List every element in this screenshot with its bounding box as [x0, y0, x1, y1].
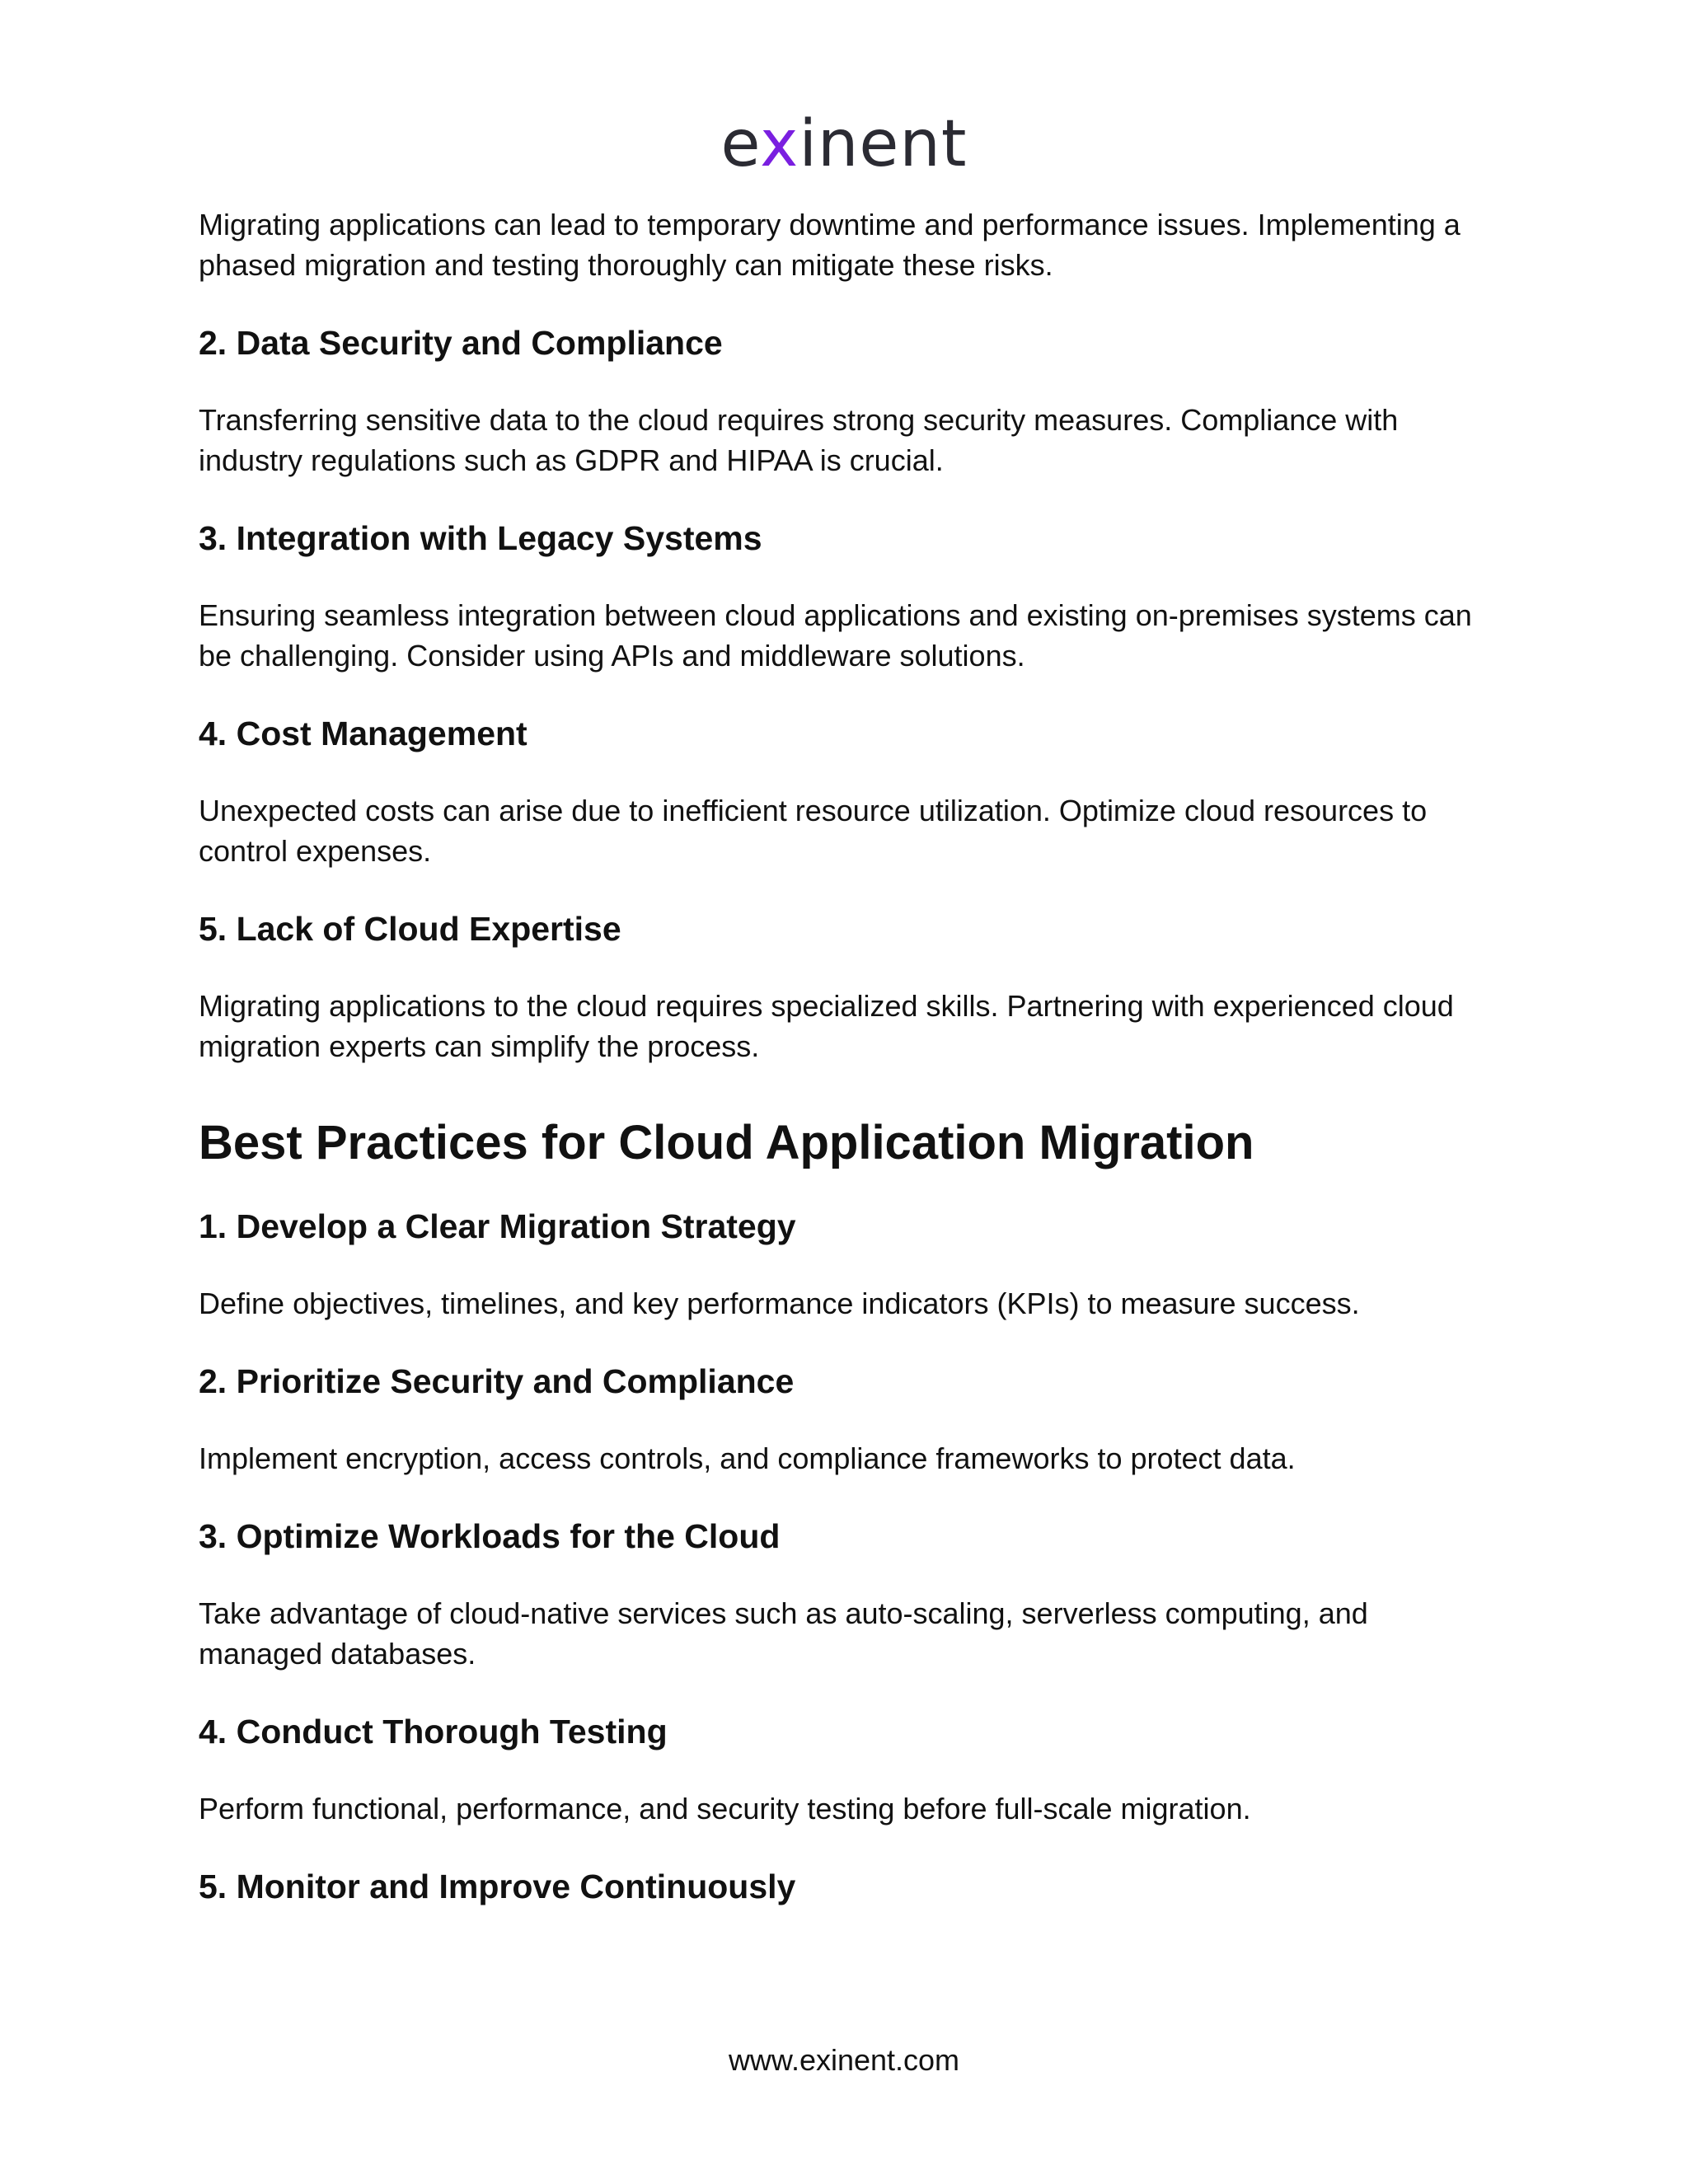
page-content — [199, 204, 1493, 1907]
practice-text-1: Define objectives, timelines, and key performance indicators (KPIs) to measure success. — [199, 1286, 1360, 1320]
logo-text-start: e — [720, 107, 761, 181]
practice-heading-5: 5. Monitor and Improve Continuously — [199, 1868, 796, 1905]
challenge-heading-5: 5. Lack of Cloud Expertise — [199, 910, 621, 948]
challenge-text-4: Unexpected costs can arise due to inefficient resource utilization. Optimize cloud resources to control expenses. — [199, 794, 1428, 868]
logo-text-end: inent — [799, 107, 968, 181]
practice-heading-4: 4. Conduct Thorough Testing — [199, 1713, 668, 1750]
challenge-heading-4: 4. Cost Management — [199, 715, 528, 752]
practice-heading-3: 3. Optimize Workloads for the Cloud — [199, 1517, 781, 1555]
footer-website-url: www.exinent.com — [728, 2043, 960, 2077]
intro-paragraph: Migrating applications can lead to temporary downtime and performance issues. Implementing a phased migration and testing thoroughly can mitigate these risks. — [199, 208, 1461, 282]
challenge-heading-2: 2. Data Security and Compliance — [199, 324, 723, 362]
challenge-text-5: Migrating applications to the cloud requires specialized skills. Partnering with experienced cloud migration experts can simplify the process. — [199, 989, 1454, 1063]
practice-heading-2: 2. Prioritize Security and Compliance — [199, 1362, 795, 1400]
best-practices-title: Best Practices for Cloud Application Migration — [199, 1116, 1254, 1169]
practice-text-4: Perform functional, performance, and security testing before full-scale migration. — [199, 1792, 1251, 1825]
logo-text-accent: x — [760, 107, 799, 181]
exinent-logo — [0, 107, 1688, 181]
practice-heading-1: 1. Develop a Clear Migration Strategy — [199, 1207, 796, 1245]
challenge-heading-3: 3. Integration with Legacy Systems — [199, 519, 762, 557]
challenge-text-3: Ensuring seamless integration between cloud applications and existing on-premises systems can be challenging. Consider using APIs and middleware solutions. — [199, 598, 1472, 673]
challenge-text-2: Transferring sensitive data to the cloud requires strong security measures. Compliance with industry regulations such as GDPR and HIPAA is crucial. — [199, 403, 1399, 477]
practice-text-3: Take advantage of cloud-native services such as auto-scaling, serverless computing, and managed databases. — [199, 1596, 1368, 1671]
practice-text-2: Implement encryption, access controls, and compliance frameworks to protect data. — [199, 1441, 1296, 1475]
